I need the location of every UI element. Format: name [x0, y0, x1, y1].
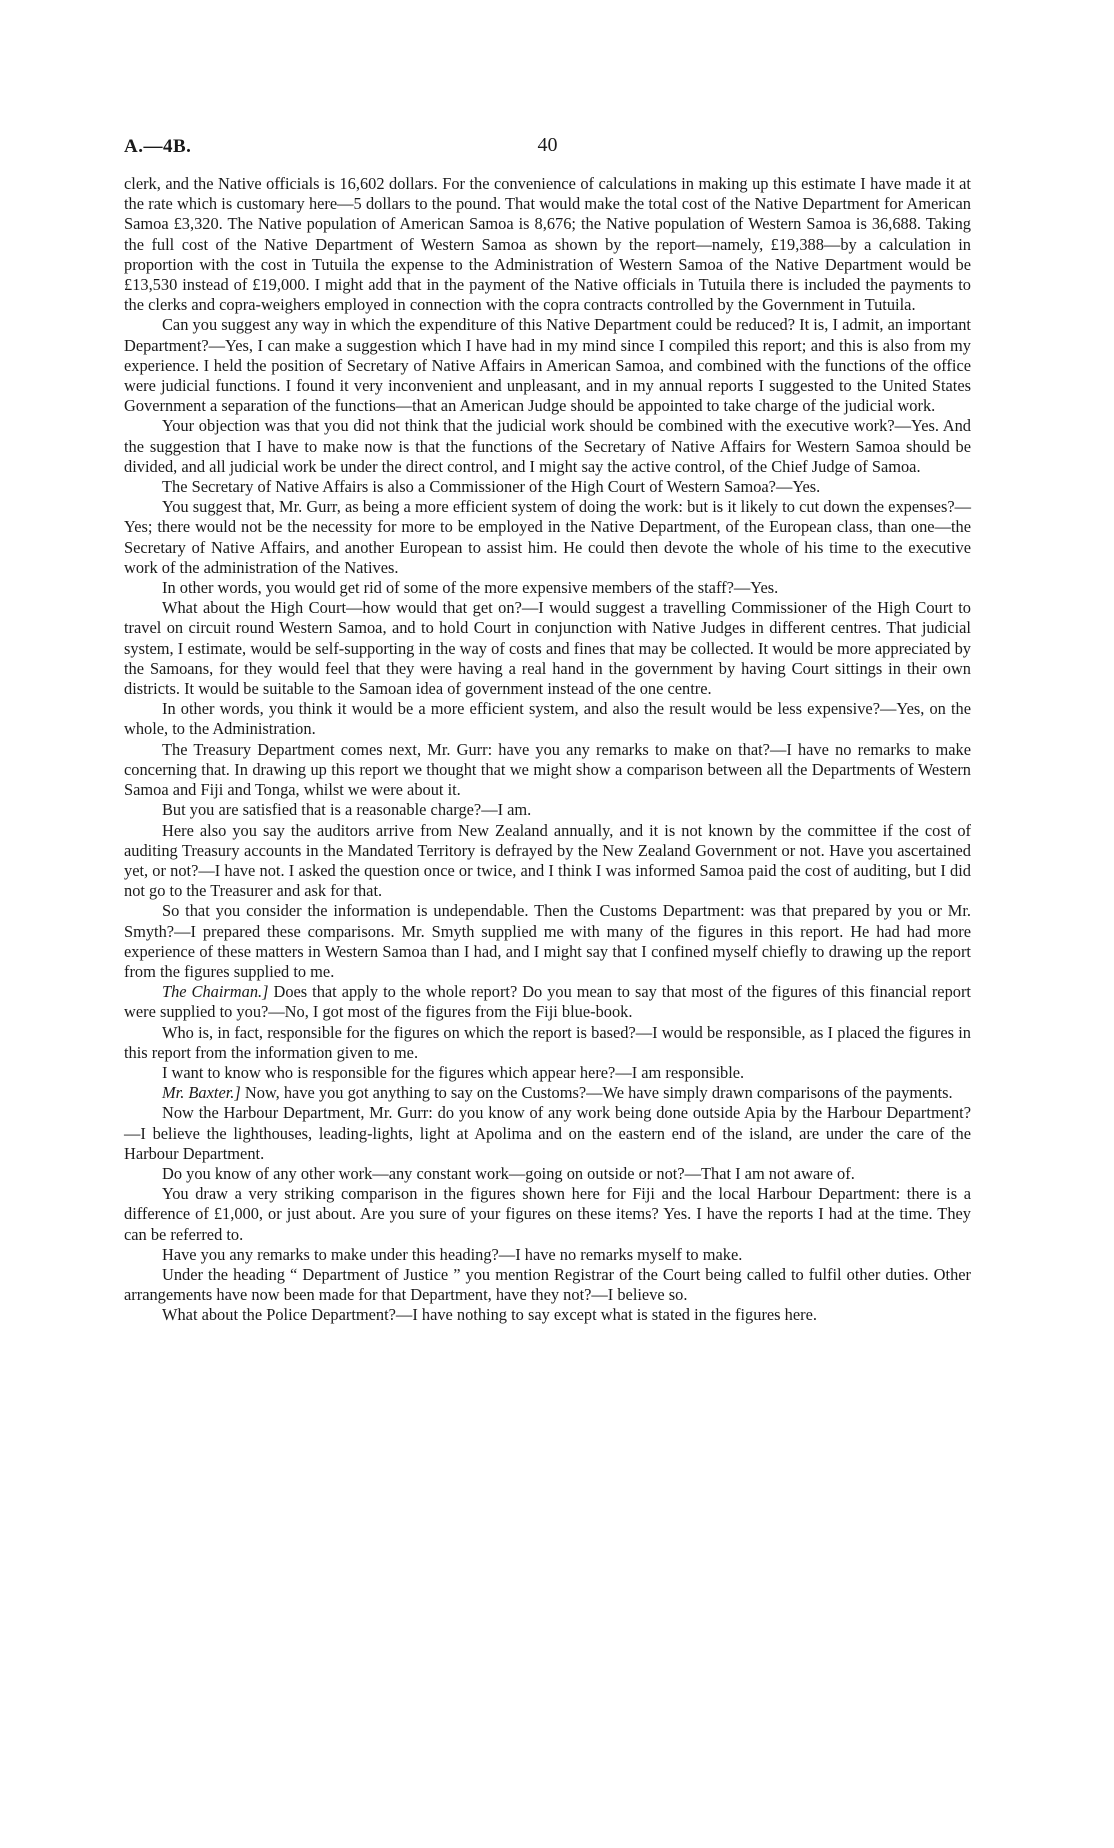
paragraph [124, 1184, 971, 1245]
paragraph [124, 1103, 971, 1164]
paragraph-text: Who is, in fact, responsible for the figures on which the report is based?—I would be responsible, as I placed the figures in this report from the information given to me. [124, 1022, 971, 1062]
paragraph-text: I want to know who is responsible for the figures which appear here?—I am responsible. [162, 1062, 745, 1082]
paragraph-text: Your objection was that you did not think that the judicial work should be combined with the executive work?—Yes. And the suggestion that I have to make now is that the functions of the Secretary of Native Affairs for Western Samoa should be divided, and all judicial work be under the direct control, and I might say the active control, of the Chief Judge of Samoa. [124, 416, 971, 476]
document-page [124, 132, 971, 1326]
speaker-name: Mr. Baxter.] [162, 1083, 241, 1103]
paragraph [124, 901, 971, 982]
paragraph-text: Now, have you got anything to say on the Customs?—We have simply drawn comparisons of the payments. [240, 1083, 953, 1103]
paragraph [124, 598, 971, 699]
paper-reference: A.—4B. [124, 136, 192, 157]
paragraph-text: The Treasury Department comes next, Mr. Gurr: have you any remarks to make on that?—I have no remarks to make concerning that. In drawing up this report we thought that we might show a comparison between all the Departments of Western Samoa and Fiji and Tonga, whilst we were about it. [124, 739, 971, 800]
paragraph-text: Here also you say the auditors arrive from New Zealand annually, and it is not known by the committee if the cost of auditing Treasury accounts in the Mandated Territory is defrayed by the New Zealand Government or not. Have you ascertained yet, or not?—I have not. I asked the question once or twice, and I think I was informed Samoa paid the cost of auditing, but I did not go to the Treasurer and ask for that. [124, 820, 971, 901]
paragraph [124, 800, 971, 820]
paragraph-text: Have you any remarks to make under this heading?—I have no remarks myself to make. [162, 1244, 743, 1264]
paragraph [124, 1265, 971, 1305]
paragraph [124, 982, 971, 1022]
paragraph [124, 174, 971, 315]
paragraph-text: You draw a very striking comparison in the figures shown here for Fiji and the local Harbour Department: there is a difference of £1,000, or just about. Are you sure of your figures on these items? Yes. I have the reports I had at the time. They can be referred to. [124, 1184, 971, 1244]
page-header [124, 132, 971, 166]
paragraph-text: So that you consider the information is undependable. Then the Customs Department: was that prepared by you or Mr. Smyth?—I prepared these comparisons. Mr. Smyth supplied me with many of the figures in this report. He had had more experience of these matters in Western Samoa than I had, and I might say that I confined myself chiefly to drawing up the report from the figures supplied to me. [124, 901, 971, 981]
paragraph [124, 699, 971, 739]
paragraph-text: Now the Harbour Department, Mr. Gurr: do you know of any work being done outside Apia by the Harbour Department?—I believe the lighthouses, leading-lights, light at Apolima and on the eastern end of the island, are under the care of the Harbour Department. [124, 1103, 971, 1163]
paragraph [124, 477, 971, 497]
paragraph [124, 740, 971, 801]
document-body [124, 174, 971, 1326]
paragraph-text: What about the Police Department?—I have nothing to say except what is stated in the figures here. [162, 1305, 817, 1325]
paragraph-text: Under the heading “ Department of Justice ” you mention Registrar of the Court being called to fulfil other duties. Other arrangements have now been made for that Department, have they not?—I believe so. [124, 1264, 971, 1305]
paragraph [124, 1245, 971, 1265]
paragraph-text: Do you know of any other work—any constant work—going on outside or not?—That I am not aware of. [162, 1163, 855, 1183]
paragraph [124, 315, 971, 416]
paragraph-text: What about the High Court—how would that get on?—I would suggest a travelling Commissioner of the High Court to travel on circuit round Western Samoa, and to hold Court in conjunction with Native Judges in different centres. That judicial system, I estimate, would be self-supporting in the way of costs and fines that may be collected. It would be more appreciated by the Samoans, for they would feel that they were having a real hand in the government by having Court sittings in their own districts. It would be suitable to the Samoan idea of government instead of the one centre. [124, 598, 971, 699]
speaker-name: The Chairman.] [162, 982, 269, 1002]
paragraph-text: In other words, you would get rid of some of the more expensive members of the staff?—Yes. [162, 578, 779, 598]
paragraph [124, 497, 971, 578]
paragraph-text: The Secretary of Native Affairs is also a Commissioner of the High Court of Western Samoa?—Yes. [162, 477, 821, 497]
paragraph-text: Does that apply to the whole report? Do you mean to say that most of the figures of this financial report were supplied to you?—No, I got most of the figures from the Fiji blue-book. [124, 982, 971, 1022]
paragraph-text: You suggest that, Mr. Gurr, as being a more efficient system of doing the work: but is it likely to cut down the expenses?—Yes; there would not be the necessity for more to be employed in the Native Department, of the European class, than one—the Secretary of Native Affairs, and another European to assist him. He could then devote the whole of his time to the executive work of the administration of the Natives. [124, 497, 971, 577]
paragraph [124, 1305, 971, 1325]
paragraph-text: But you are satisfied that is a reasonable charge?—I am. [162, 800, 532, 820]
paragraph [124, 1063, 971, 1083]
paragraph [124, 1164, 971, 1184]
paragraph-text: Can you suggest any way in which the expenditure of this Native Department could be reduced? It is, I admit, an important Department?—Yes, I can make a suggestion which I have had in my mind since I compiled this report; and this is also from my experience. I held the position of Secretary of Native Affairs in American Samoa, and combined with the functions of the office were judicial functions. I found it very inconvenient and unpleasant, and in my annual reports I suggested to the United States Government a separation of the functions—that an American Judge should be appointed to take charge of the judicial work. [124, 315, 971, 416]
paragraph [124, 578, 971, 598]
paragraph [124, 416, 971, 477]
page-number: 40 [537, 134, 558, 156]
paragraph [124, 1083, 971, 1103]
paragraph [124, 821, 971, 902]
paragraph [124, 1023, 971, 1063]
paragraph-text: In other words, you think it would be a more efficient system, and also the result would be less expensive?—Yes, on the whole, to the Administration. [124, 699, 971, 739]
paragraph-text: clerk, and the Native officials is 16,602 dollars. For the convenience of calculations in making up this estimate I have made it at the rate which is customary here—5 dollars to the pound. That would make the total cost of the Native Department for American Samoa £3,320. The Native population of American Samoa is 8,676; the Native population of Western Samoa is 36,688. Taking the full cost of the Native Department of Western Samoa as shown by the report—namely, £19,388—by a calculation in proportion with the cost in Tutuila the expense to the Administration of Western Samoa of the Native Department would be £13,530 instead of £19,000. I might add that in the payment of the Native officials in Tutuila there is included the payments to the clerks and copra-weighers employed in connection with the copra contracts controlled by the Government in Tutuila. [124, 174, 971, 315]
